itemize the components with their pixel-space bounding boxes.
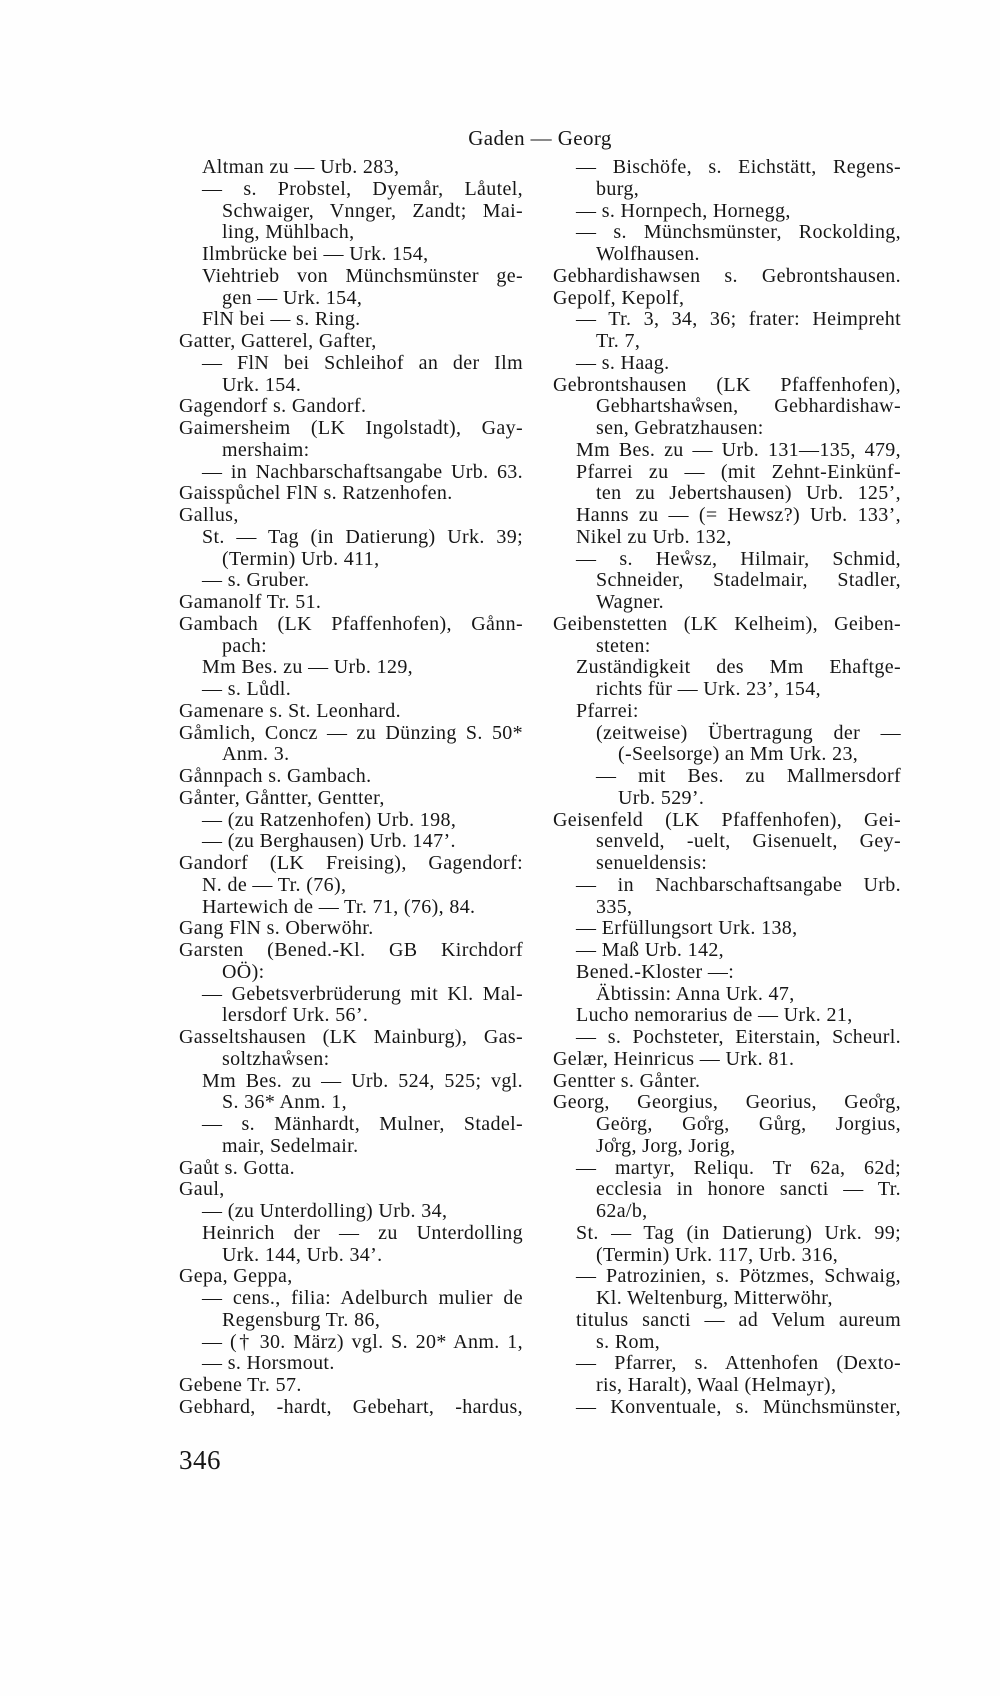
index-line: FlN bei — s. Ring. bbox=[202, 308, 361, 331]
index-line: (Termin) Urb. 411, bbox=[222, 547, 380, 570]
index-entry: Gånter, Gåntter, Gentter, bbox=[179, 786, 385, 809]
index-line: N. de — Tr. (76), bbox=[202, 873, 347, 896]
index-entry: Gånnpach s. Gambach. bbox=[179, 765, 372, 787]
index-line: pach: bbox=[222, 634, 268, 657]
index-line: 335, bbox=[596, 895, 633, 918]
index-line: — Gebetsverbrüderung mit Kl. Mal- bbox=[202, 982, 523, 1005]
index-entry: Gebhardishawsen s. Gebrontshausen. bbox=[553, 264, 901, 287]
left-column bbox=[179, 157, 523, 1419]
index-entry: Garsten (Bened.-Kl. GB Kirchdorf bbox=[179, 939, 523, 961]
index-line: Gebhartshaẘsen, Gebhardishaw- bbox=[596, 395, 901, 418]
index-line: Mm Bes. zu — Urb. 129, bbox=[202, 656, 414, 679]
index-line: (Termin) Urk. 117, Urb. 316, bbox=[596, 1243, 839, 1266]
index-line: — s. Münchsmünster, Rockolding, bbox=[576, 221, 901, 244]
index-line: gen — Urk. 154, bbox=[222, 286, 363, 309]
index-line: — Bischöfe, s. Eichstätt, Regens- bbox=[576, 156, 901, 178]
index-entry: Gebene Tr. 57. bbox=[179, 1374, 302, 1396]
index-line: Mm Bes. zu — Urb. 524, 525; vgl. bbox=[202, 1069, 523, 1092]
index-entry: Gang FlN s. Oberwöhr. bbox=[179, 917, 374, 940]
index-line: — (zu Unterdolling) Urb. 34, bbox=[202, 1200, 448, 1222]
running-head: Gaden — Georg bbox=[468, 126, 612, 150]
index-line: Urk. 144, Urb. 34’. bbox=[222, 1243, 383, 1266]
index-line: — cens., filia: Adelburch mulier de bbox=[202, 1287, 523, 1309]
index-line: — († 30. März) vgl. S. 20* Anm. 1, bbox=[202, 1330, 523, 1353]
index-line: Geörg, Go̊rg, Gůrg, Jorgius, bbox=[596, 1113, 901, 1135]
index-line: Hanns zu — (= Hewsz?) Urb. 133’, bbox=[576, 504, 901, 526]
index-line: richts für — Urk. 23’, 154, bbox=[596, 678, 821, 700]
index-entry: Gepolf, Kepolf, bbox=[553, 286, 685, 309]
index-line: titulus sancti — ad Velum aureum bbox=[576, 1308, 901, 1331]
index-entry: Gaimersheim (LK Ingolstadt), Gay- bbox=[179, 417, 523, 439]
index-line: mershaim: bbox=[222, 438, 310, 461]
index-line: senueldensis: bbox=[596, 852, 708, 874]
index-line: — s. Gruber. bbox=[202, 569, 310, 592]
page-number: 346 bbox=[179, 1445, 221, 1475]
index-entry: Gåmlich, Concz — zu Dünzing S. 50* bbox=[179, 721, 523, 744]
index-line: (zeitweise) Übertragung der — bbox=[596, 721, 901, 744]
index-entry: Gamanolf Tr. 51. bbox=[179, 591, 322, 613]
index-line: mair, Sedelmair. bbox=[222, 1134, 359, 1157]
index-line: — Maß Urb. 142, bbox=[576, 939, 725, 961]
index-line: OÖ): bbox=[222, 960, 265, 983]
index-line: — FlN bei Schleihof an der Ilm bbox=[202, 351, 523, 374]
index-line: Viehtrieb von Münchsmünster ge- bbox=[202, 264, 523, 287]
index-entry: Gandorf (LK Freising), Gagendorf: bbox=[179, 852, 523, 874]
index-line: Lucho nemorarius de — Urk. 21, bbox=[576, 1004, 853, 1027]
index-line: Ilmbrücke bei — Urk. 154, bbox=[202, 243, 429, 265]
index-line: — in Nachbarschaftsangabe Urb. 63. bbox=[202, 460, 523, 483]
index-line: steten: bbox=[596, 634, 651, 657]
index-line: Tr. 7, bbox=[596, 330, 641, 352]
index-line: St. — Tag (in Datierung) Urk. 39; bbox=[202, 525, 523, 548]
index-entry: Gepa, Geppa, bbox=[179, 1265, 293, 1288]
index-line: St. — Tag (in Datierung) Urk. 99; bbox=[576, 1221, 901, 1244]
index-line: ten zu Jebertshausen) Urb. 125’, bbox=[596, 482, 901, 505]
index-line: — Erfüllungsort Urk. 138, bbox=[576, 917, 798, 940]
index-entry: Gatter, Gatterel, Gafter, bbox=[179, 330, 377, 352]
index-line: — Tr. 3, 34, 36; frater: Heimpreht bbox=[576, 308, 901, 331]
index-line: — in Nachbarschaftsangabe Urb. bbox=[576, 873, 901, 896]
index-line: senveld, -uelt, Gisenuelt, Gey- bbox=[596, 830, 901, 853]
index-entry: Gentter s. Gånter. bbox=[553, 1069, 701, 1092]
index-line: Regensburg Tr. 86, bbox=[222, 1308, 381, 1331]
index-line: Wolfhausen. bbox=[596, 243, 700, 265]
index-line: burg, bbox=[596, 177, 640, 200]
index-line: S. 36* Anm. 1, bbox=[222, 1091, 347, 1114]
index-line: Zuständigkeit des Mm Ehaftge- bbox=[576, 656, 901, 679]
index-line: — s. Probstel, Dyemår, Låutel, bbox=[202, 177, 523, 200]
index-line: — s. Haag. bbox=[576, 351, 670, 374]
index-line: Pfarrei: bbox=[576, 699, 639, 722]
index-line: — (zu Ratzenhofen) Urb. 198, bbox=[202, 808, 457, 831]
index-entry: Gambach (LK Pfaffenhofen), Gånn- bbox=[179, 612, 523, 635]
index-line: lersdorf Urk. 56’. bbox=[222, 1004, 369, 1027]
index-line: Hartewich de — Tr. 71, (76), 84. bbox=[202, 895, 476, 918]
index-line: ecclesia in honore sancti — Tr. bbox=[596, 1178, 901, 1201]
index-line: — s. Lůdl. bbox=[202, 678, 292, 700]
index-entry: Geisenfeld (LK Pfaffenhofen), Gei- bbox=[553, 808, 901, 831]
right-column bbox=[553, 157, 901, 1419]
index-line: — s. Heẘsz, Hilmair, Schmid, bbox=[576, 547, 901, 570]
index-line: ling, Mühlbach, bbox=[222, 221, 355, 244]
index-line: s. Rom, bbox=[596, 1330, 661, 1353]
index-entry: Gamenare s. St. Leonhard. bbox=[179, 699, 402, 722]
index-entry: Gasseltshausen (LK Mainburg), Gas- bbox=[179, 1026, 523, 1048]
index-line: Schwaiger, Vnnger, Zandt; Mai- bbox=[222, 199, 523, 222]
index-line: — martyr, Reliqu. Tr 62a, 62d; bbox=[576, 1156, 901, 1179]
index-line: (-Seelsorge) an Mm Urk. 23, bbox=[618, 743, 859, 766]
index-line: Äbtissin: Anna Urk. 47, bbox=[596, 982, 795, 1005]
index-line: Bened.-Kloster —: bbox=[576, 960, 735, 983]
index-line: Heinrich der — zu Unterdolling bbox=[202, 1221, 523, 1244]
index-entry: Gaůt s. Gotta. bbox=[179, 1156, 295, 1179]
index-line: Altman zu — Urb. 283, bbox=[202, 156, 400, 178]
index-entry: Gelær, Heinricus — Urk. 81. bbox=[553, 1047, 795, 1070]
index-entry: Georg, Georgius, Georius, Geo̊rg, bbox=[553, 1091, 901, 1114]
index-entry: Gallus, bbox=[179, 504, 239, 526]
index-line: Pfarrei zu — (mit Zehnt-Einkünf- bbox=[576, 460, 901, 483]
index-line: — Pfarrer, s. Attenhofen (Dexto- bbox=[576, 1352, 901, 1375]
index-line: — Konventuale, s. Münchsmünster, bbox=[576, 1395, 901, 1418]
index-line: Urb. 529’. bbox=[618, 786, 705, 809]
index-line: Urk. 154. bbox=[222, 373, 302, 396]
index-line: — Patrozinien, s. Pötzmes, Schwaig, bbox=[576, 1265, 901, 1288]
index-line: — mit Bes. zu Mallmersdorf bbox=[596, 765, 901, 787]
index-line: — s. Pochsteter, Eiterstain, Scheurl. bbox=[576, 1026, 901, 1048]
index-line: Nikel zu Urb. 132, bbox=[576, 525, 732, 548]
index-entry: Gebrontshausen (LK Pfaffenhofen), bbox=[553, 373, 901, 396]
index-entry: Gagendorf s. Gandorf. bbox=[179, 395, 367, 418]
index-line: Anm. 3. bbox=[222, 743, 290, 766]
index-line: Mm Bes. zu — Urb. 131—135, 479, bbox=[576, 438, 901, 461]
index-entry: Geibenstetten (LK Kelheim), Geiben- bbox=[553, 612, 901, 635]
index-line: — s. Hornpech, Hornegg, bbox=[576, 199, 791, 222]
index-line: Schneider, Stadelmair, Stadler, bbox=[596, 569, 901, 592]
index-line: — s. Mänhardt, Mulner, Stadel- bbox=[202, 1113, 523, 1135]
index-line: sen, Gebratzhausen: bbox=[596, 417, 764, 439]
index-line: soltzhaẘsen: bbox=[222, 1047, 330, 1070]
index-entry: Gaul, bbox=[179, 1178, 225, 1201]
index-line: Jo̊rg, Jorg, Jorig, bbox=[596, 1134, 736, 1157]
index-line: Wagner. bbox=[596, 591, 665, 613]
index-line: — (zu Berghausen) Urb. 147’. bbox=[202, 830, 456, 853]
index-entry: Gaisspůchel FlN s. Ratzenhofen. bbox=[179, 482, 453, 505]
index-line: Kl. Weltenburg, Mitterwöhr, bbox=[596, 1287, 833, 1309]
index-entry: Gebhard, -hardt, Gebehart, -hardus, bbox=[179, 1395, 523, 1418]
index-line: ris, Haralt), Waal (Helmayr), bbox=[596, 1374, 837, 1396]
index-line: 62a/b, bbox=[596, 1200, 648, 1222]
index-line: — s. Horsmout. bbox=[202, 1352, 335, 1375]
